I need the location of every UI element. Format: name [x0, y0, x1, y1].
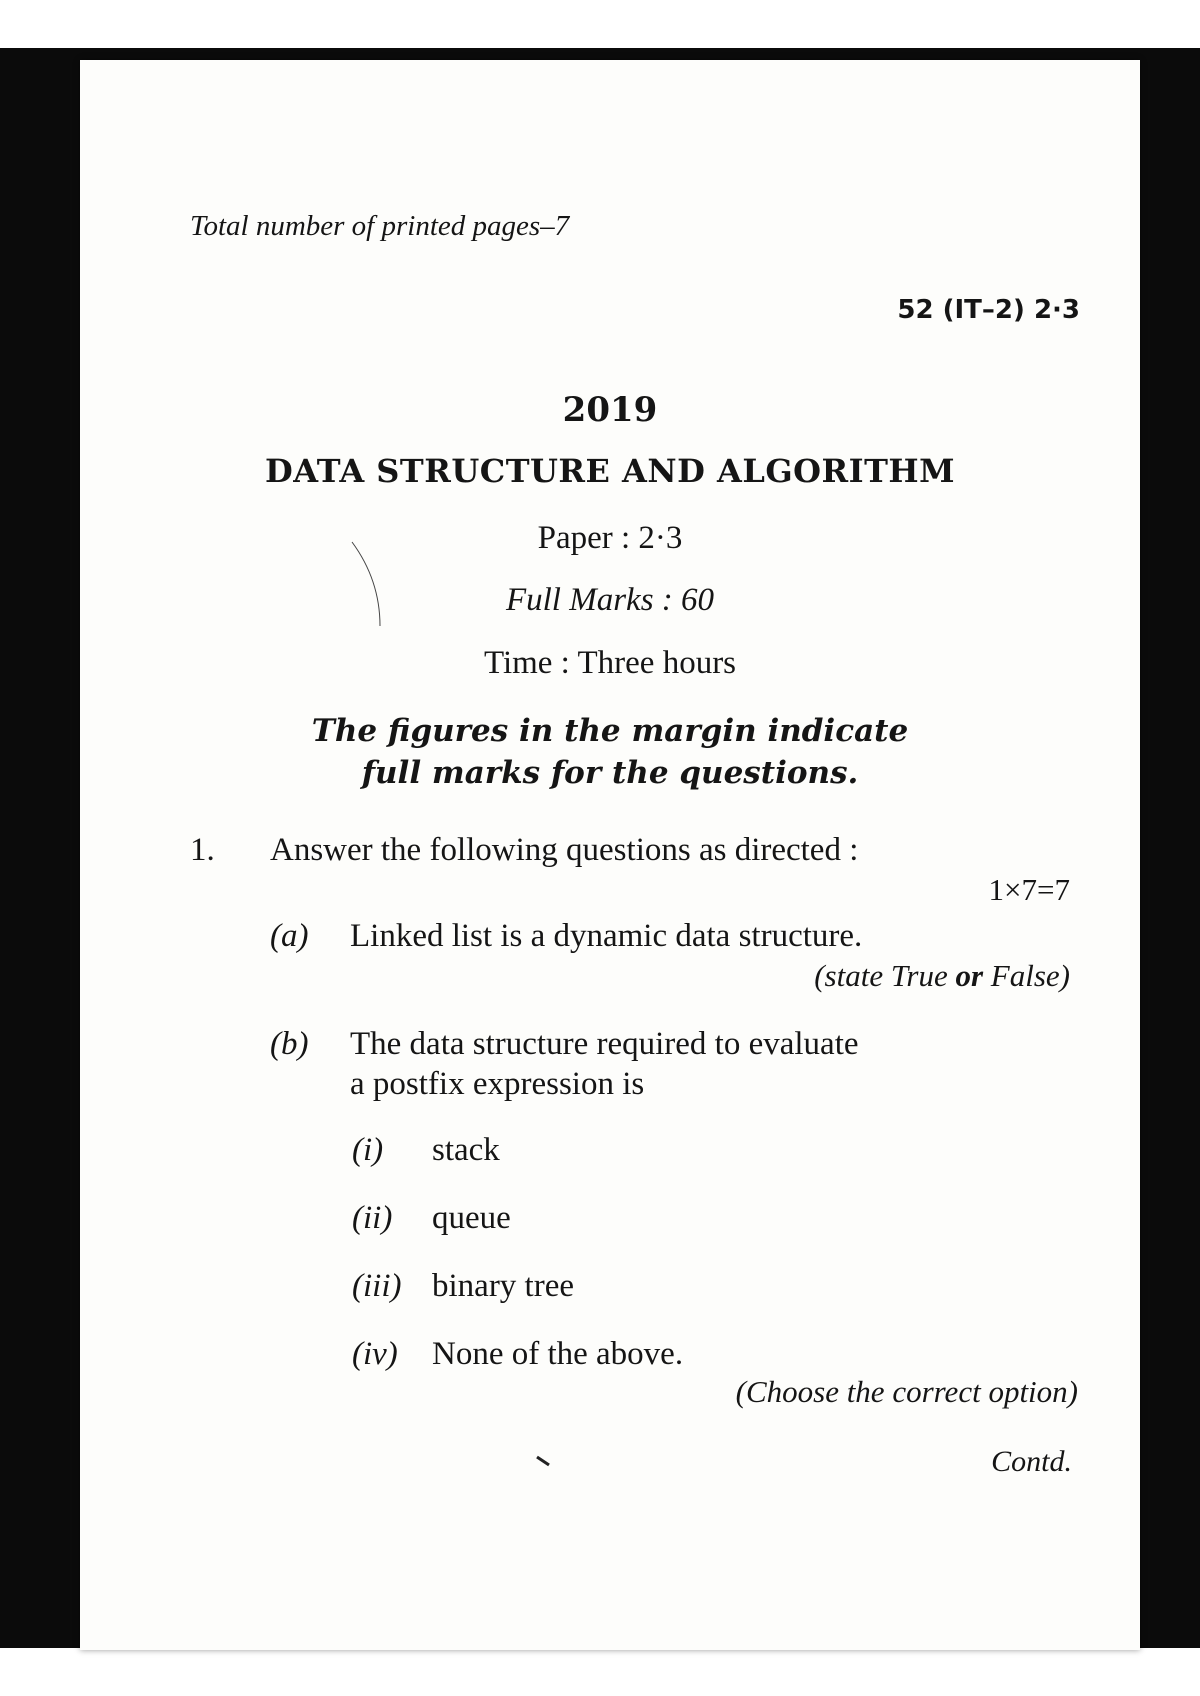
option-i-text: stack — [432, 1132, 500, 1168]
option-i-label: (i) — [352, 1132, 384, 1168]
part-a-note-prefix: (state True — [814, 958, 956, 993]
part-a-note-or: or — [955, 958, 984, 993]
option-iv-label: (iv) — [352, 1336, 398, 1372]
question-number: 1. — [190, 832, 215, 868]
ink-speck — [535, 1455, 555, 1469]
question-marks: 1×7=7 — [988, 872, 1070, 907]
instruction-line-1: The figures in the margin indicate — [311, 713, 909, 749]
option-iii-label: (iii) — [352, 1268, 402, 1304]
option-ii-label: (ii) — [352, 1200, 393, 1236]
part-b-text-line-1: The data structure required to evaluate — [350, 1026, 859, 1062]
part-a-instruction — [814, 958, 1070, 994]
continued-marker: Contd. — [991, 1445, 1072, 1478]
exam-page — [80, 60, 1140, 1650]
option-ii-text: queue — [432, 1200, 511, 1236]
part-a-text: Linked list is a dynamic data structure. — [350, 918, 863, 954]
full-marks: Full Marks : 60 — [505, 582, 715, 618]
option-iii-text: binary tree — [432, 1268, 575, 1304]
part-b-label: (b) — [270, 1026, 309, 1062]
printed-pages-count: Total number of printed pages–7 — [190, 210, 570, 242]
question-text: Answer the following questions as directed : — [270, 832, 859, 868]
exam-year: 2019 — [562, 390, 658, 430]
part-a-note-suffix: False) — [983, 958, 1070, 993]
part-b-text-line-2: a postfix expression is — [350, 1066, 645, 1102]
option-iv-text: None of the above. — [432, 1336, 684, 1372]
part-a-label: (a) — [270, 918, 309, 954]
exam-time: Time : Three hours — [483, 645, 737, 681]
marks-instruction — [80, 710, 1140, 794]
paper-number: Paper : 2·3 — [537, 520, 683, 556]
part-b-instruction: (Choose the correct option) — [735, 1374, 1078, 1409]
paper-code: 52 (IT–2) 2·3 — [897, 295, 1080, 325]
instruction-line-2: full marks for the questions. — [361, 755, 859, 791]
pen-mark — [350, 540, 390, 630]
subject-title: DATA STRUCTURE AND ALGORITHM — [264, 452, 956, 490]
